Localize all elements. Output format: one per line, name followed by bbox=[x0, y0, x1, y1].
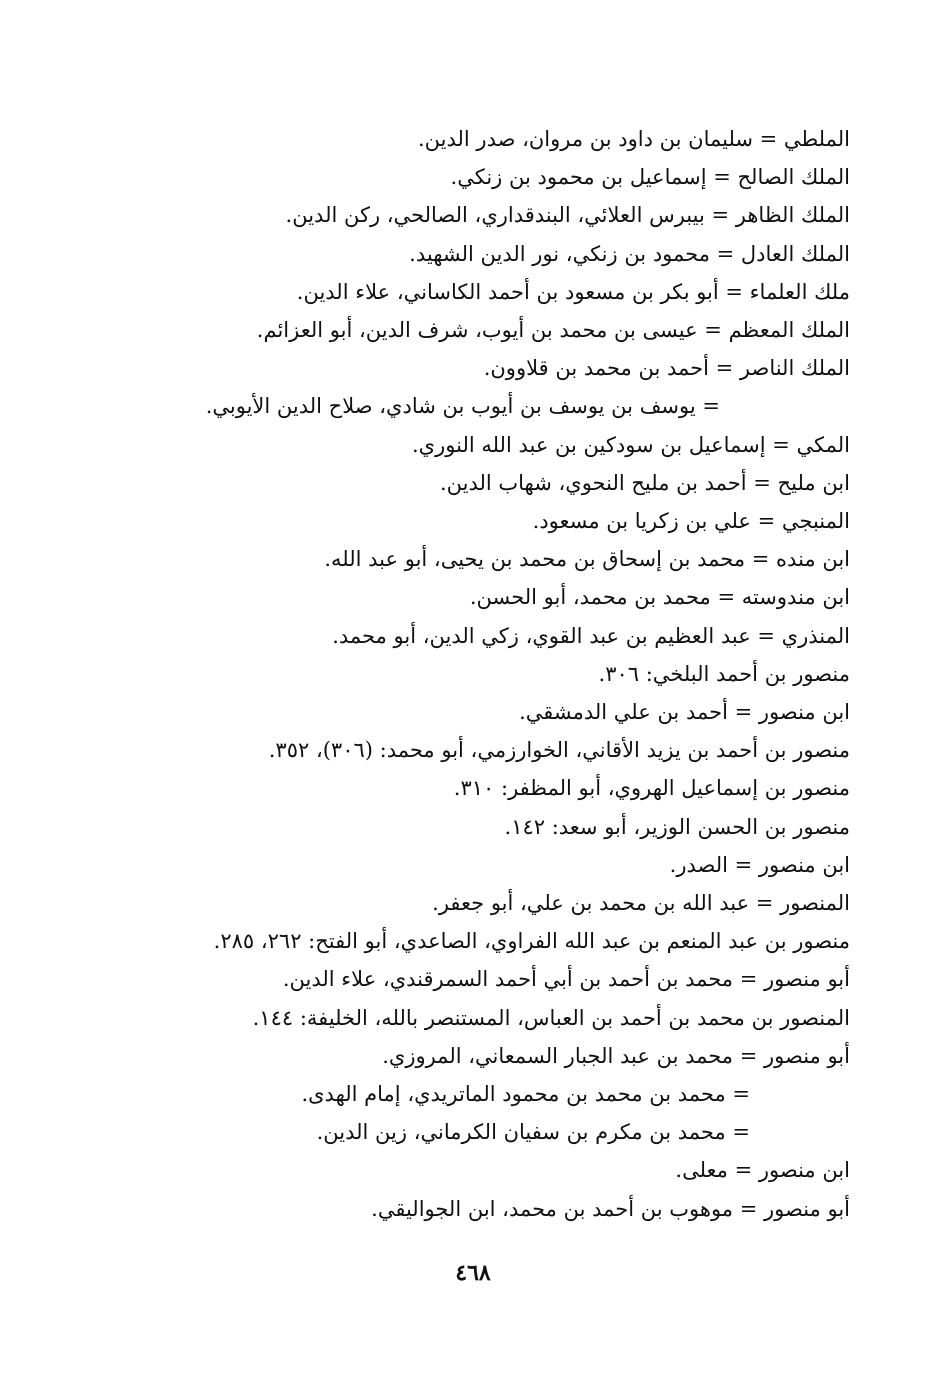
index-entry: المنذري = عبد العظيم بن عبد القوي، زكي الدين، أبو محمد. bbox=[332, 623, 850, 648]
index-entry: الملك الناصر = أحمد بن محمد بن قلاوون. bbox=[483, 356, 850, 381]
index-entry: منصور بن أحمد البلخي: ٣٠٦. bbox=[598, 661, 850, 686]
index-entry: الملك الظاهر = بيبرس العلائي، البندقداري، الصالحي، ركن الدين. bbox=[285, 203, 850, 228]
index-entry: ابن منصور = أحمد بن علي الدمشقي. bbox=[519, 700, 850, 725]
index-entry: المكي = إسماعيل بن سودكين بن عبد الله النوري. bbox=[412, 432, 850, 457]
index-entry: ابن منصور = معلى. bbox=[675, 1158, 850, 1183]
index-entry: ابن مندوسته = محمد بن محمد، أبو الحسن. bbox=[469, 585, 850, 610]
index-entry: المنبجي = علي بن زكريا بن مسعود. bbox=[532, 509, 850, 534]
index-entry: أبو منصور = موهوب بن أحمد بن محمد، ابن الجواليقي. bbox=[371, 1196, 850, 1221]
page-number: ٤٦٨ bbox=[455, 1260, 491, 1286]
index-entry: = محمد بن مكرم بن سفيان الكرماني، زين الدين. bbox=[316, 1120, 750, 1145]
index-entry: الملطي = سليمان بن داود بن مروان، صدر الدين. bbox=[417, 127, 850, 151]
index-entry: أبو منصور = محمد بن أحمد بن أبي أحمد السمرقندي، علاء الدين. bbox=[282, 967, 850, 992]
index-entry: منصور بن الحسن الوزير، أبو سعد: ١٤٢. bbox=[504, 814, 850, 839]
index-entry: منصور بن عبد المنعم بن عبد الله الفراوي، الصاعدي، أبو الفتح: ٢٦٢، ٢٨٥. bbox=[213, 929, 850, 954]
index-entry: = محمد بن محمد بن محمود الماتريدي، إمام الهدى. bbox=[301, 1082, 750, 1107]
index-entry: ملك العلماء = أبو بكر بن مسعود بن أحمد الكاساني، علاء الدين. bbox=[296, 279, 850, 304]
index-entry: منصور بن إسماعيل الهروي، أبو المظفر: ٣١٠. bbox=[453, 776, 850, 801]
index-entry: ابن منده = محمد بن إسحاق بن محمد بن يحيى، أبو عبد الله. bbox=[324, 547, 850, 572]
index-entry: الملك الصالح = إسماعيل بن محمود بن زنكي. bbox=[450, 165, 850, 190]
index-entry: ابن منصور = الصدر. bbox=[669, 852, 850, 877]
index-entries bbox=[60, 120, 850, 1228]
index-entry: = يوسف بن يوسف بن أيوب بن شادي، صلاح الدين الأيوبي. bbox=[205, 394, 720, 419]
index-entry: المنصور = عبد الله بن محمد بن علي، أبو جعفر. bbox=[432, 891, 850, 916]
index-entry: المنصور بن محمد بن أحمد بن العباس، المستنصر بالله، الخليفة: ١٤٤. bbox=[252, 1005, 850, 1030]
index-entry: الملك المعظم = عيسى بن محمد بن أيوب، شرف الدين، أبو العزائم. bbox=[256, 318, 850, 343]
index-entry: ابن مليح = أحمد بن مليح النحوي، شهاب الدين. bbox=[439, 470, 850, 495]
index-entry: منصور بن أحمد بن يزيد الأقاني، الخوارزمي، أبو محمد: (٣٠٦)، ٣٥٢. bbox=[268, 738, 850, 763]
index-entry: الملك العادل = محمود بن زنكي، نور الدين الشهيد. bbox=[409, 241, 850, 266]
index-entry: أبو منصور = محمد بن عبد الجبار السمعاني، المروزي. bbox=[382, 1043, 850, 1068]
